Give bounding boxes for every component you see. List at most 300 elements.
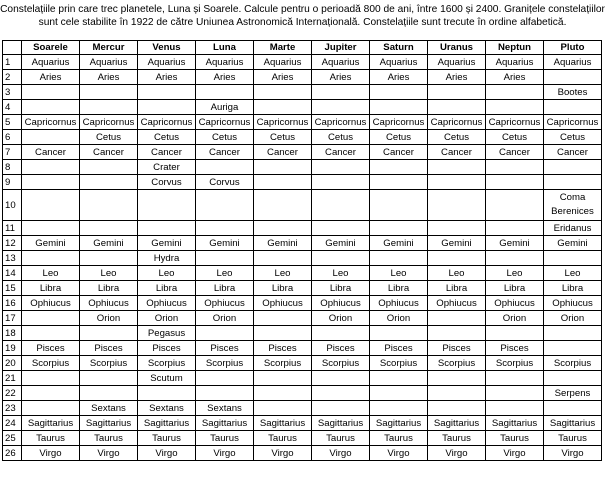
table-cell: Libra [80,281,138,296]
table-row [3,281,602,296]
row-number: 7 [3,145,22,160]
table-cell [544,326,602,341]
table-cell: Taurus [370,431,428,446]
row-number: 3 [3,85,22,100]
table-cell [80,386,138,401]
table-cell [544,175,602,190]
table-cell [196,85,254,100]
table-cell: Aries [138,70,196,85]
table-cell: Capricornus [138,115,196,130]
table-cell: Gemini [80,236,138,251]
table-cell [22,160,80,175]
row-number: 10 [3,190,22,221]
table-row [3,446,602,461]
table-cell: Capricornus [312,115,370,130]
table-cell: Aries [312,70,370,85]
header-uranus: Uranus [428,41,486,55]
table-cell: Libra [486,281,544,296]
table-cell: Cancer [196,145,254,160]
table-cell: Scorpius [544,356,602,371]
table-cell: Aquarius [544,55,602,70]
table-cell: Capricornus [370,115,428,130]
row-number: 20 [3,356,22,371]
table-cell: Cancer [544,145,602,160]
table-cell: Taurus [312,431,370,446]
table-cell: Scorpius [138,356,196,371]
table-cell: Cetus [312,130,370,145]
table-cell [312,85,370,100]
table-cell: Virgo [428,446,486,461]
table-cell [428,386,486,401]
table-cell [138,221,196,236]
table-cell [138,386,196,401]
table-row [3,130,602,145]
table-cell: Aquarius [138,55,196,70]
table-cell: Orion [370,311,428,326]
table-cell [22,221,80,236]
table-cell: Cetus [544,130,602,145]
table-cell: Cancer [486,145,544,160]
row-number: 24 [3,416,22,431]
table-cell [312,326,370,341]
table-cell [428,251,486,266]
table-cell: Libra [22,281,80,296]
table-cell [486,175,544,190]
row-number: 26 [3,446,22,461]
table-cell: Sagittarius [254,416,312,431]
table-cell: Serpens [544,386,602,401]
table-cell: Aquarius [80,55,138,70]
table-cell [370,160,428,175]
table-cell: Capricornus [428,115,486,130]
table-cell: Capricornus [196,115,254,130]
table-cell: Taurus [544,431,602,446]
table-cell: Orion [196,311,254,326]
table-body [3,55,602,461]
table-cell: Ophiucus [486,296,544,311]
table-cell [196,221,254,236]
table-cell: Aries [22,70,80,85]
table-row [3,221,602,236]
table-cell: Taurus [254,431,312,446]
row-number: 18 [3,326,22,341]
table-cell: Ophiucus [138,296,196,311]
table-cell: Aries [196,70,254,85]
table-cell: Aquarius [370,55,428,70]
table-cell [486,221,544,236]
table-cell [486,371,544,386]
table-cell [428,190,486,221]
table-cell: Scorpius [370,356,428,371]
table-cell: Capricornus [80,115,138,130]
table-cell: Aries [428,70,486,85]
table-cell: Ophiucus [312,296,370,311]
table-cell: Scorpius [312,356,370,371]
table-cell [22,311,80,326]
header-mercur: Mercur [80,41,138,55]
constellations-table [2,40,602,461]
table-cell [80,100,138,115]
table-row [3,371,602,386]
table-cell [254,85,312,100]
table-row [3,100,602,115]
table-cell: Aquarius [486,55,544,70]
table-cell [22,100,80,115]
table-cell: Capricornus [254,115,312,130]
table-cell [254,401,312,416]
table-row [3,190,602,221]
row-number: 2 [3,70,22,85]
table-cell [80,160,138,175]
table-cell [80,85,138,100]
table-cell: Aries [80,70,138,85]
table-cell [312,251,370,266]
header-row [3,41,602,55]
row-number: 17 [3,311,22,326]
table-cell: Gemini [22,236,80,251]
table-row [3,55,602,70]
table-cell [312,371,370,386]
table-cell: Pisces [312,341,370,356]
table-cell: Corvus [196,175,254,190]
table-row [3,431,602,446]
table-cell [544,160,602,175]
table-cell [428,311,486,326]
table-cell: Virgo [80,446,138,461]
table-cell: Pisces [22,341,80,356]
table-cell [428,371,486,386]
table-cell: Taurus [138,431,196,446]
table-row [3,386,602,401]
table-cell [138,100,196,115]
table-cell: Gemini [428,236,486,251]
table-cell: Gemini [544,236,602,251]
table-row [3,115,602,130]
table-cell: Gemini [486,236,544,251]
table-cell: Eridanus [544,221,602,236]
header-neptun: Neptun [486,41,544,55]
row-number: 9 [3,175,22,190]
table-cell: Capricornus [544,115,602,130]
table-cell: Crater [138,160,196,175]
header-soarele: Soarele [22,41,80,55]
table-cell: Leo [22,266,80,281]
table-cell [254,221,312,236]
table-cell [196,190,254,221]
table-cell: Capricornus [22,115,80,130]
row-number: 22 [3,386,22,401]
row-number: 21 [3,371,22,386]
table-cell: Virgo [312,446,370,461]
table-cell [428,326,486,341]
table-cell: Ophiucus [370,296,428,311]
table-cell: Hydra [138,251,196,266]
table-cell [370,190,428,221]
table-cell: Leo [370,266,428,281]
table-cell [254,160,312,175]
row-number: 14 [3,266,22,281]
row-number: 11 [3,221,22,236]
table-cell: Sagittarius [370,416,428,431]
table-cell [312,175,370,190]
table-cell [312,190,370,221]
table-cell [428,175,486,190]
table-cell [254,386,312,401]
row-number: 6 [3,130,22,145]
table-cell: Libra [544,281,602,296]
table-cell: Leo [544,266,602,281]
table-cell [254,371,312,386]
table-cell: Cetus [428,130,486,145]
table-cell [80,175,138,190]
table-cell [428,401,486,416]
table-cell: Scorpius [428,356,486,371]
table-cell: Sagittarius [80,416,138,431]
table-cell: Virgo [544,446,602,461]
caption-line-1: Constelațiile prin care trec planetele, Luna și Soarele. Calcule pentru o perioadă 800 de ani, între 1600 și 2400. Granițele constelațiilor [0,4,605,15]
table-row [3,85,602,100]
table-cell: Virgo [370,446,428,461]
table-cell: Aquarius [196,55,254,70]
table-cell [486,85,544,100]
table-caption [0,3,605,29]
table-cell: Ophiucus [22,296,80,311]
table-cell: Leo [486,266,544,281]
table-cell: Virgo [254,446,312,461]
table-cell [196,160,254,175]
table-cell: Leo [312,266,370,281]
table-cell: Cancer [254,145,312,160]
table-cell [544,100,602,115]
table-cell [370,100,428,115]
table-cell [370,85,428,100]
table-cell: Scorpius [80,356,138,371]
table-row [3,251,602,266]
table-cell [80,190,138,221]
table-cell: Bootes [544,85,602,100]
row-number: 23 [3,401,22,416]
header-luna: Luna [196,41,254,55]
table-cell: Virgo [22,446,80,461]
table-cell [312,386,370,401]
table-cell [312,100,370,115]
table-cell: Aries [254,70,312,85]
table-cell: Sagittarius [196,416,254,431]
table-cell [428,160,486,175]
table-cell: Aquarius [428,55,486,70]
table-cell [254,175,312,190]
table-cell [22,130,80,145]
table-cell [22,175,80,190]
table-cell [80,251,138,266]
table-cell: Pisces [486,341,544,356]
table-cell: Sagittarius [486,416,544,431]
table-cell: Libra [138,281,196,296]
table-cell [370,371,428,386]
table-cell: Sextans [196,401,254,416]
table-cell: Cetus [486,130,544,145]
table-cell: Pisces [80,341,138,356]
table-cell: Aquarius [254,55,312,70]
table-cell: Cancer [138,145,196,160]
table-cell: Scorpius [254,356,312,371]
table-cell [370,401,428,416]
table-cell [486,386,544,401]
row-number: 8 [3,160,22,175]
table-cell: Cetus [138,130,196,145]
table-cell: Pisces [196,341,254,356]
table-cell: Gemini [370,236,428,251]
caption-line-2: sunt cele stabilite în 1922 de către Uniunea Astronomică Internațională. Constelațiile sunt trecute în ordine alfabetică. [38,17,567,28]
table-cell: Sagittarius [22,416,80,431]
table-cell: Cancer [370,145,428,160]
row-number: 16 [3,296,22,311]
header-marte: Marte [254,41,312,55]
table-cell: Orion [544,311,602,326]
table-cell: Cetus [80,130,138,145]
table-cell: Leo [428,266,486,281]
table-row [3,266,602,281]
table-cell: Pisces [370,341,428,356]
table-cell [196,326,254,341]
table-cell [254,190,312,221]
table-cell: Leo [80,266,138,281]
table-cell: Leo [196,266,254,281]
table-cell [486,190,544,221]
table-cell [196,371,254,386]
table-cell [544,371,602,386]
row-number: 25 [3,431,22,446]
table-row [3,145,602,160]
table-row [3,160,602,175]
table-cell: Libra [312,281,370,296]
table-cell: Sagittarius [138,416,196,431]
table-cell: Corvus [138,175,196,190]
table-cell: Orion [80,311,138,326]
header-pluto: Pluto [544,41,602,55]
table-cell: Ophiucus [80,296,138,311]
table-cell [254,311,312,326]
table-cell [486,251,544,266]
table-cell [486,401,544,416]
table-cell: Libra [370,281,428,296]
table-cell: Taurus [22,431,80,446]
table-cell [428,221,486,236]
row-number: 12 [3,236,22,251]
table-cell [486,326,544,341]
table-cell: Pegasus [138,326,196,341]
row-number: 19 [3,341,22,356]
table-cell [22,371,80,386]
table-cell: Scutum [138,371,196,386]
table-cell [22,386,80,401]
table-cell: Aquarius [312,55,370,70]
table-cell [428,85,486,100]
table-cell [370,251,428,266]
table-cell [544,251,602,266]
table-cell: Taurus [486,431,544,446]
table-cell [254,100,312,115]
table-cell: Virgo [196,446,254,461]
table-cell [138,85,196,100]
table-row [3,296,602,311]
table-cell: Sagittarius [312,416,370,431]
table-cell [254,251,312,266]
table-cell [370,386,428,401]
table-cell: Libra [428,281,486,296]
table-cell [254,326,312,341]
table-cell [138,190,196,221]
table-row [3,70,602,85]
table-cell [22,401,80,416]
table-row [3,401,602,416]
row-number: 5 [3,115,22,130]
table-cell: Cancer [22,145,80,160]
table-cell: Cancer [428,145,486,160]
table-cell: Sextans [80,401,138,416]
table-cell [22,326,80,341]
table-row [3,236,602,251]
table-cell: Cetus [370,130,428,145]
header-index [3,41,22,55]
row-number: 4 [3,100,22,115]
table-cell: Leo [138,266,196,281]
table-row [3,175,602,190]
table-cell [544,401,602,416]
table-cell: Libra [196,281,254,296]
table-cell [80,221,138,236]
table-cell: Aries [486,70,544,85]
table-cell [312,401,370,416]
table-cell [370,326,428,341]
table-cell: Taurus [196,431,254,446]
table-cell [196,386,254,401]
table-cell [486,100,544,115]
table-cell: Virgo [486,446,544,461]
table-cell: Libra [254,281,312,296]
table-cell: Coma Berenices [544,190,602,221]
table-cell [312,221,370,236]
table-cell: Scorpius [22,356,80,371]
table-cell: Ophiucus [428,296,486,311]
table-cell: Taurus [80,431,138,446]
table-cell: Ophiucus [196,296,254,311]
table-row [3,311,602,326]
table-cell: Taurus [428,431,486,446]
table-cell [22,251,80,266]
table-cell [312,160,370,175]
header-jupiter: Jupiter [312,41,370,55]
table-cell: Aries [370,70,428,85]
table-cell: Orion [312,311,370,326]
table-cell: Capricornus [486,115,544,130]
table-cell: Gemini [196,236,254,251]
row-number: 13 [3,251,22,266]
row-number: 15 [3,281,22,296]
table-cell [80,371,138,386]
header-venus: Venus [138,41,196,55]
table-row [3,416,602,431]
table-cell [486,160,544,175]
table-cell: Pisces [428,341,486,356]
table-cell: Aquarius [22,55,80,70]
table-cell: Cancer [312,145,370,160]
table-cell: Leo [254,266,312,281]
table-cell [428,100,486,115]
table-row [3,326,602,341]
table-cell [22,85,80,100]
table-cell: Virgo [138,446,196,461]
